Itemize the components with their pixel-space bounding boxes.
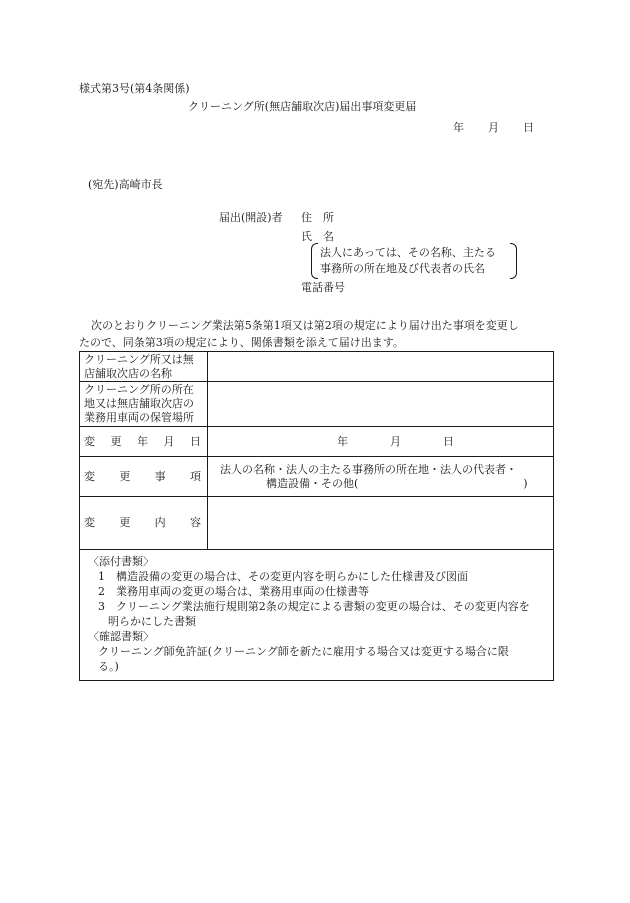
table-row <box>80 382 554 427</box>
corp-note-line1: 法人にあっては、その名称、主たる <box>320 246 496 259</box>
location-field[interactable] <box>208 382 554 427</box>
address-label: 住 所 <box>301 211 334 224</box>
change-content-field[interactable] <box>208 497 554 550</box>
date-year: 年 <box>453 121 464 134</box>
change-form-table <box>79 351 554 681</box>
body-text-line2: たので、同条第3項の規定により、関係書類を添えて届け出ます。 <box>79 336 404 349</box>
change-date-field[interactable]: 年 月 日 <box>208 427 554 457</box>
change-item-field[interactable]: 法人の名称・法人の主たる事務所の所在地・法人の代表者・ 構造設備・その他( ) <box>208 457 554 497</box>
date-month: 月 <box>488 121 499 134</box>
table-row <box>80 550 554 681</box>
addressee: (宛先)高崎市長 <box>88 178 163 191</box>
name-label: 氏 名 <box>301 230 334 243</box>
left-bracket <box>311 243 318 279</box>
form-number: 様式第3号(第4条関係) <box>79 82 190 95</box>
date-day: 日 <box>523 121 534 134</box>
location-label: クリーニング所の所在 地又は無店舗取次店の 業務用車両の保管場所 <box>80 382 208 427</box>
table-row <box>80 352 554 382</box>
right-bracket <box>510 243 517 279</box>
body-text-line1: 次のとおりクリーニング業法第5条第1項又は第2項の規定により届け出た事項を変更し <box>91 319 519 332</box>
corp-note-line2: 事務所の所在地及び代表者の氏名 <box>320 262 485 275</box>
table-row <box>80 457 554 497</box>
change-item-label: 変 更 事 項 <box>80 457 208 497</box>
shop-name-field[interactable] <box>208 352 554 382</box>
change-content-label: 変 更 内 容 <box>80 497 208 550</box>
phone-label: 電話番号 <box>301 281 345 294</box>
change-date-label: 変 更 年 月 日 <box>80 427 208 457</box>
form-title: クリーニング所(無店舗取次店)届出事項変更届 <box>188 100 417 113</box>
shop-name-label: クリーニング所又は無 店舗取次店の名称 <box>80 352 208 382</box>
table-row <box>80 497 554 550</box>
table-row <box>80 427 554 457</box>
notifier-label: 届出(開設)者 <box>219 211 283 224</box>
attachments-section: 〈添付書類〉 1 構造設備の変更の場合は、その変更内容を明らかにした仕様書及び図面 2 業務用車両の変更の場合は、業務用車両の仕様書等 3 クリーニング業法施行規則第2条の規定による書類の変更の場合は、その変更内容を 明らかにした書類 〈確認書類〉 クリーニング師免許証(クリーニング師を新たに雇用する場合又は変更する場合に限 る。) <box>80 550 554 681</box>
